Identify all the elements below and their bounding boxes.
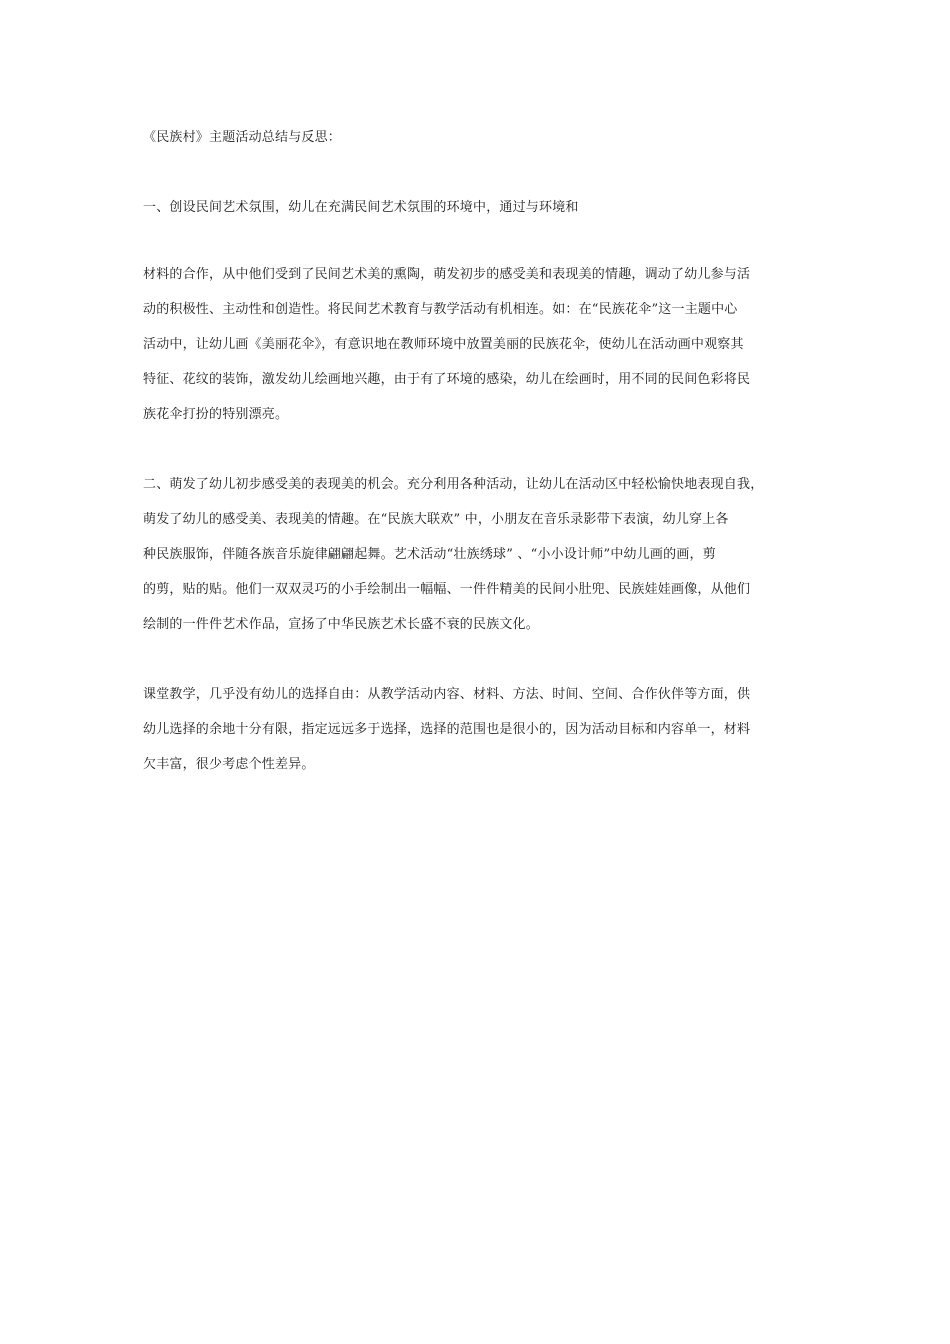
section3-line: 幼儿选择的余地十分有限，指定远远多于选择，选择的范围也是很小的，因为活动目标和内容单一，材料 xyxy=(143,722,751,737)
section3-line: 课堂教学，几乎没有幼儿的选择自由：从教学活动内容、材料、方法、时间、空间、合作伙伴等方面，供 xyxy=(143,687,751,702)
section1-line: 动的积极性、主动性和创造性。将民间艺术教育与教学活动有机相连。如：在“民族花伞”这一主题中心 xyxy=(143,302,738,317)
section1-heading: 一、创设民间艺术氛围，幼儿在充满民间艺术氛围的环境中，通过与环境和 xyxy=(143,200,579,215)
section2-line: 的剪，贴的贴。他们一双双灵巧的小手绘制出一幅幅、一件件精美的民间小肚兜、民族娃娃画像，从他们 xyxy=(143,582,751,597)
section2-line: 二、萌发了幼儿初步感受美的表现美的机会。充分利用各种活动，让幼儿在活动区中轻松愉快地表现自我， xyxy=(143,477,764,492)
section2-line: 萌发了幼儿的感受美、表现美的情趣。在“民族大联欢” 中，小朋友在音乐录影带下表演，幼儿穿上各 xyxy=(143,512,729,527)
section1-line: 特征、花纹的装饰，激发幼儿绘画地兴趣，由于有了环境的感染，幼儿在绘画时，用不同的民间色彩将民 xyxy=(143,372,751,387)
section1-line: 材料的合作，从中他们受到了民间艺术美的熏陶，萌发初步的感受美和表现美的情趣，调动了幼儿参与活 xyxy=(143,267,751,282)
section2-line: 种民族服饰，伴随各族音乐旋律翩翩起舞。艺术活动“壮族绣球” 、“小小设计师”中幼儿画的画，剪 xyxy=(143,547,716,562)
section1-line: 族花伞打扮的特别漂亮。 xyxy=(143,407,289,422)
document-title: 《民族村》主题活动总结与反思： xyxy=(143,130,342,145)
section1-line: 活动中，让幼儿画《美丽花伞》，有意识地在教师环境中放置美丽的民族花伞，使幼儿在活动画中观察其 xyxy=(143,337,744,352)
section2-line: 绘制的一件件艺术作品，宣扬了中华民族艺术长盛不衰的民族文化。 xyxy=(143,617,540,632)
section3-line: 欠丰富，很少考虑个性差异。 xyxy=(143,757,315,772)
